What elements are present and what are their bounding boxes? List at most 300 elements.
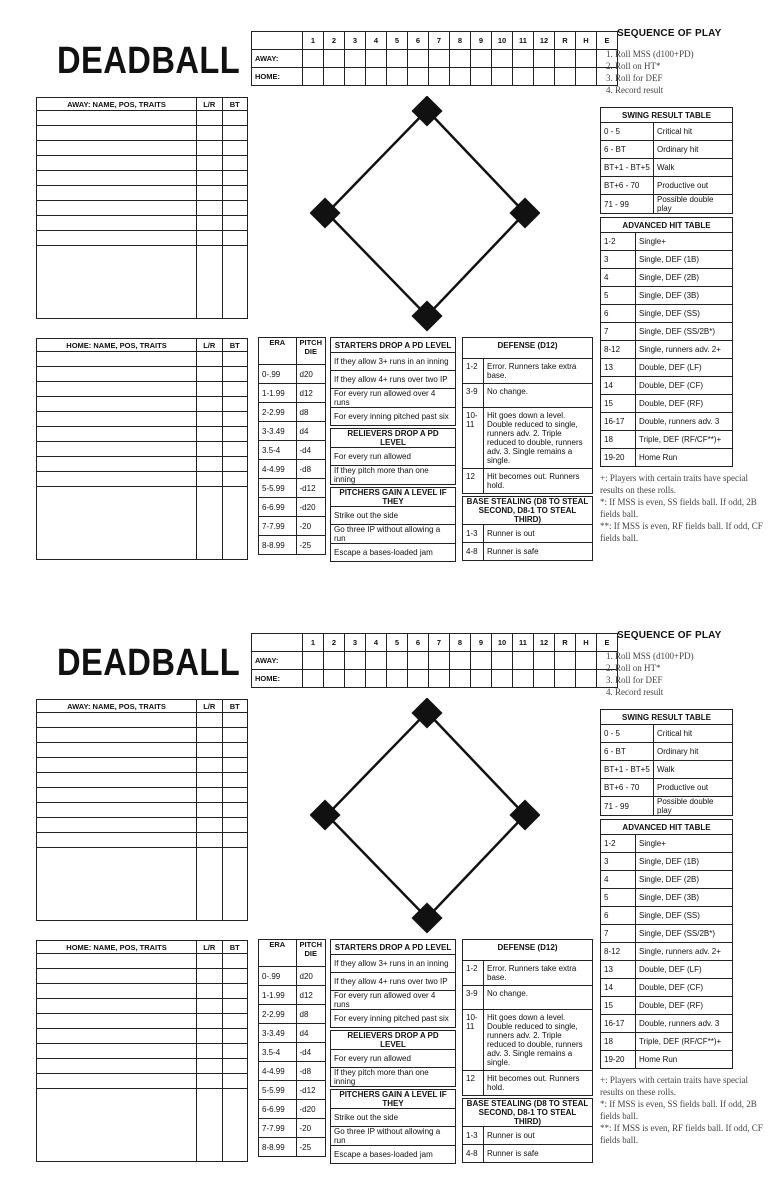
scoreboard-table [251, 31, 618, 86]
footnote: *: If MSS is even, SS fields ball. If odd, 2B fields ball. [600, 497, 757, 519]
roll-cell: 6 - BT [601, 141, 654, 159]
table-row [601, 359, 733, 377]
result-cell: Double, DEF (RF) [636, 997, 733, 1015]
bt-cell [222, 427, 248, 442]
lr-cell [197, 487, 222, 560]
swing-table-title: SWING RESULT TABLE [601, 710, 733, 725]
table-row [601, 377, 733, 395]
table-row [601, 997, 733, 1015]
bt-cell [222, 818, 248, 833]
roll-cell: 1-2 [463, 359, 484, 384]
player-name-cell [37, 457, 197, 472]
result-cell: d12 [296, 384, 326, 403]
player-name-cell [37, 472, 197, 487]
score-cell [555, 68, 576, 86]
lr-cell [197, 442, 222, 457]
scoreboard-column-header: 10 [492, 634, 513, 652]
table-row [331, 1127, 456, 1146]
away-bt-header: BT [222, 700, 248, 713]
scoreboard-column-header: 3 [345, 634, 366, 652]
result-cell: -d12 [296, 479, 326, 498]
player-name-cell [37, 999, 197, 1014]
home-bt-header: BT [222, 941, 248, 954]
lr-cell [197, 773, 222, 788]
roll-cell: 14 [601, 979, 636, 997]
result-cell: d8 [296, 1005, 326, 1024]
table-row [601, 323, 733, 341]
table-row [601, 141, 733, 159]
roster-row [37, 1044, 248, 1059]
sequence-step: 3. Roll for DEF [606, 73, 663, 83]
player-name-cell [37, 984, 197, 999]
table-row [601, 269, 733, 287]
result-cell: d20 [296, 365, 326, 384]
bt-cell [222, 1014, 248, 1029]
gain-title: PITCHERS GAIN A LEVEL IF THEY [331, 1090, 456, 1109]
score-cell [576, 50, 597, 68]
result-cell: Critical hit [654, 725, 733, 743]
roll-cell: 4-8 [463, 1145, 484, 1163]
table-row [601, 853, 733, 871]
roll-cell: 13 [601, 961, 636, 979]
scoreboard-column-header: 11 [513, 32, 534, 50]
roster-bench-row [37, 848, 248, 921]
relievers-title: RELIEVERS DROP A PD LEVEL [331, 429, 456, 448]
rule-cell: Escape a bases-loaded jam [331, 544, 456, 562]
scoreboard-column-header: 8 [450, 32, 471, 50]
bt-cell [222, 1029, 248, 1044]
lr-cell [197, 246, 222, 319]
home-roster-table [36, 940, 248, 1162]
scoreboard-column-header: 2 [324, 634, 345, 652]
score-cell [450, 50, 471, 68]
roster-row [37, 141, 248, 156]
defense-table [462, 939, 593, 1096]
player-name-cell [37, 833, 197, 848]
roll-cell: 3.5-4 [259, 441, 297, 460]
bt-cell [222, 186, 248, 201]
player-name-cell [37, 186, 197, 201]
score-cell [324, 68, 345, 86]
scoreboard-column-header: R [555, 634, 576, 652]
roll-cell: 4 [601, 871, 636, 889]
roster-row [37, 472, 248, 487]
bt-cell [222, 487, 248, 560]
lr-cell [197, 954, 222, 969]
score-cell [492, 68, 513, 86]
bt-cell [222, 216, 248, 231]
roll-cell: 4-4.99 [259, 460, 297, 479]
result-cell: Productive out [654, 779, 733, 797]
roster-row [37, 788, 248, 803]
rule-cell: If they allow 4+ runs over two IP [331, 973, 456, 991]
roster-row [37, 216, 248, 231]
table-row [463, 986, 593, 1010]
roll-cell: 8-12 [601, 341, 636, 359]
score-cell [324, 50, 345, 68]
scoreboard-column-header: R [555, 32, 576, 50]
roll-cell: 8-12 [601, 943, 636, 961]
roster-row [37, 969, 248, 984]
roll-cell: 6 [601, 305, 636, 323]
home-roster-table [36, 338, 248, 560]
result-cell: Double, runners adv. 3 [636, 413, 733, 431]
table-row [601, 395, 733, 413]
result-cell: -d20 [296, 1100, 326, 1119]
table-row [259, 1005, 326, 1024]
roster-row [37, 984, 248, 999]
table-row [331, 507, 456, 525]
roster-row [37, 201, 248, 216]
score-cell [345, 68, 366, 86]
player-name-cell [37, 231, 197, 246]
lr-cell [197, 848, 222, 921]
table-row [259, 967, 326, 986]
player-name-cell [37, 442, 197, 457]
stealing-table [462, 496, 593, 561]
roll-cell: 7 [601, 323, 636, 341]
player-name-cell [37, 773, 197, 788]
table-row [601, 123, 733, 141]
away-roster-header: AWAY: NAME, POS, TRAITS [37, 700, 197, 713]
roll-cell: 6-6.99 [259, 1100, 297, 1119]
result-cell: Single, DEF (3B) [636, 287, 733, 305]
table-row [331, 353, 456, 371]
result-cell: Double, DEF (RF) [636, 395, 733, 413]
table-row [463, 408, 593, 469]
result-cell: -d20 [296, 498, 326, 517]
roll-cell: 12 [463, 469, 484, 494]
lr-cell [197, 728, 222, 743]
table-row [331, 466, 456, 485]
scoreboard-column-header [252, 32, 303, 50]
roll-cell: 71 - 99 [601, 195, 654, 214]
player-name-cell [37, 126, 197, 141]
sequence-step: 4. Record result [606, 687, 664, 697]
table-row [601, 889, 733, 907]
player-name-cell [37, 397, 197, 412]
sequence-step: 1. Roll MSS (d100+PD) [606, 651, 694, 661]
scoreboard-table [251, 633, 618, 688]
footnote: **: If MSS is even, RF fields ball. If odd, CF fields ball. [600, 1123, 763, 1145]
lr-cell [197, 713, 222, 728]
result-cell: Productive out [654, 177, 733, 195]
bt-cell [222, 442, 248, 457]
table-row [259, 1043, 326, 1062]
player-name-cell [37, 141, 197, 156]
score-cell [555, 50, 576, 68]
result-cell: Single, runners adv. 2+ [636, 943, 733, 961]
bt-cell [222, 397, 248, 412]
starters-title: STARTERS DROP A PD LEVEL [331, 940, 456, 955]
stealing-table [462, 1098, 593, 1163]
table-row [331, 955, 456, 973]
roll-cell: 1-2 [601, 233, 636, 251]
scoreboard-column-header: 11 [513, 634, 534, 652]
away-roster-table [36, 97, 248, 319]
pitcher-rules [330, 939, 456, 1164]
table-row [601, 1051, 733, 1069]
result-cell: Single, DEF (SS/2B*) [636, 925, 733, 943]
roster-row [37, 1029, 248, 1044]
roll-cell: 8-8.99 [259, 1138, 297, 1157]
table-row [601, 233, 733, 251]
score-cell [450, 670, 471, 688]
lr-cell [197, 397, 222, 412]
sheet-title: DEADBALL [57, 642, 241, 684]
lr-cell [197, 969, 222, 984]
roll-cell: 5 [601, 287, 636, 305]
bench-cell [37, 246, 197, 319]
table-row [601, 979, 733, 997]
table-row [259, 1100, 326, 1119]
lr-cell [197, 231, 222, 246]
gain-title: PITCHERS GAIN A LEVEL IF THEY [331, 488, 456, 507]
table-row [259, 517, 326, 536]
roll-cell: 1-2 [463, 961, 484, 986]
lr-cell [197, 156, 222, 171]
score-cell [387, 50, 408, 68]
scoreboard-column-header: 9 [471, 634, 492, 652]
player-name-cell [37, 743, 197, 758]
table-row [259, 441, 326, 460]
bt-cell [222, 833, 248, 848]
scoreboard-away-row [252, 50, 618, 68]
gain-table [330, 1089, 456, 1164]
scoreboard-column-header: 4 [366, 32, 387, 50]
table-row [259, 1062, 326, 1081]
sequence-list [606, 650, 694, 698]
bt-cell [222, 352, 248, 367]
pitcher-rules [330, 337, 456, 562]
result-cell: Hit becomes out. Runners hold. [484, 469, 593, 494]
roll-cell: 16-17 [601, 413, 636, 431]
score-cell [492, 652, 513, 670]
rule-cell: For every inning pitched past six [331, 408, 456, 426]
scoreboard-column-header: 5 [387, 634, 408, 652]
result-cell: Single, DEF (1B) [636, 251, 733, 269]
scoreboard-home-row [252, 670, 618, 688]
lr-cell [197, 216, 222, 231]
table-row [601, 907, 733, 925]
result-cell: -d8 [296, 460, 326, 479]
home-roster-header: HOME: NAME, POS, TRAITS [37, 339, 197, 352]
player-name-cell [37, 382, 197, 397]
roster-row [37, 111, 248, 126]
roll-cell: 3-3.49 [259, 1024, 297, 1043]
score-cell [576, 670, 597, 688]
away-roster-table [36, 699, 248, 921]
score-cell [450, 652, 471, 670]
score-cell [429, 670, 450, 688]
score-cell [324, 652, 345, 670]
player-name-cell [37, 1014, 197, 1029]
stealing-title: BASE STEALING (D8 TO STEAL SECOND, D8-1 TO STEAL THIRD) [463, 497, 593, 525]
scoreboard-team-label: AWAY: [252, 652, 303, 670]
score-cell [408, 670, 429, 688]
result-cell: Ordinary hit [654, 141, 733, 159]
score-cell [534, 670, 555, 688]
roster-row [37, 427, 248, 442]
score-cell [408, 50, 429, 68]
score-cell [555, 670, 576, 688]
result-cell: Possible double play [654, 195, 733, 214]
rule-cell: For every inning pitched past six [331, 1010, 456, 1028]
lr-cell [197, 803, 222, 818]
result-cell: Single, DEF (2B) [636, 269, 733, 287]
table-row [601, 1033, 733, 1051]
scoreboard-column-header: 7 [429, 634, 450, 652]
sequence-step: 4. Record result [606, 85, 664, 95]
roll-cell: 7 [601, 925, 636, 943]
roll-cell: 18 [601, 431, 636, 449]
away-lr-header: L/R [197, 98, 222, 111]
score-cell [408, 652, 429, 670]
rule-cell: For every run allowed [331, 1050, 456, 1068]
score-cell [450, 68, 471, 86]
roster-row [37, 713, 248, 728]
lr-cell [197, 1029, 222, 1044]
result-cell: -d12 [296, 1081, 326, 1100]
result-cell: Single, DEF (3B) [636, 889, 733, 907]
table-row [463, 525, 593, 543]
result-cell: Hit goes down a level. Double reduced to single, runners adv. 2. Triple reduced to double, runners adv. 3. Single remains a single. [484, 1010, 593, 1071]
score-cell [534, 68, 555, 86]
score-cell [345, 50, 366, 68]
scoreboard-header-row [252, 634, 618, 652]
roll-cell: 7-7.99 [259, 1119, 297, 1138]
roll-cell: 19-20 [601, 1051, 636, 1069]
lr-cell [197, 412, 222, 427]
score-cell [471, 652, 492, 670]
lr-cell [197, 171, 222, 186]
table-row [331, 448, 456, 466]
scoreboard-column-header: 12 [534, 634, 555, 652]
result-cell: Double, DEF (CF) [636, 377, 733, 395]
table-row [259, 479, 326, 498]
score-cell [366, 652, 387, 670]
score-cell [492, 50, 513, 68]
roll-cell: 5-5.99 [259, 1081, 297, 1100]
table-row [331, 1068, 456, 1087]
result-cell: Single, DEF (SS) [636, 907, 733, 925]
roll-cell: BT+6 - 70 [601, 177, 654, 195]
table-row [259, 1081, 326, 1100]
player-name-cell [37, 171, 197, 186]
table-row [463, 543, 593, 561]
lr-cell [197, 141, 222, 156]
result-cell: No change. [484, 384, 593, 408]
score-cell [387, 68, 408, 86]
rule-cell: Go three IP without allowing a run [331, 1127, 456, 1146]
scoreboard-column-header: E [597, 32, 618, 50]
roster-row [37, 833, 248, 848]
result-cell: Single+ [636, 233, 733, 251]
bt-cell [222, 728, 248, 743]
footnote: +: Players with certain traits have special results on these rolls. [600, 473, 749, 495]
defense-title: DEFENSE (D12) [463, 940, 593, 961]
lr-cell [197, 126, 222, 141]
bt-cell [222, 457, 248, 472]
score-cell [345, 652, 366, 670]
rule-cell: For every run allowed [331, 448, 456, 466]
result-cell: -d4 [296, 441, 326, 460]
lr-cell [197, 999, 222, 1014]
player-name-cell [37, 818, 197, 833]
player-name-cell [37, 803, 197, 818]
result-cell: Error. Runners take extra base. [484, 359, 593, 384]
roster-row [37, 1074, 248, 1089]
lr-cell [197, 472, 222, 487]
result-cell: Walk [654, 761, 733, 779]
result-cell: d20 [296, 967, 326, 986]
swing-table-title: SWING RESULT TABLE [601, 108, 733, 123]
scoreboard-column-header: H [576, 32, 597, 50]
lr-cell [197, 382, 222, 397]
score-cell [513, 68, 534, 86]
player-name-cell [37, 111, 197, 126]
home-bt-header: BT [222, 339, 248, 352]
pitch-die-header: PITCH DIE [296, 940, 326, 967]
rule-cell: Strike out the side [331, 507, 456, 525]
player-name-cell [37, 758, 197, 773]
player-name-cell [37, 156, 197, 171]
result-cell: d4 [296, 1024, 326, 1043]
defense-table [462, 337, 593, 494]
result-cell: Critical hit [654, 123, 733, 141]
bt-cell [222, 171, 248, 186]
player-name-cell [37, 201, 197, 216]
table-row [463, 1010, 593, 1071]
player-name-cell [37, 367, 197, 382]
table-row [463, 961, 593, 986]
scoreboard-column-header: 10 [492, 32, 513, 50]
table-row [463, 1145, 593, 1163]
result-cell: Single, DEF (1B) [636, 853, 733, 871]
era-header: ERA [259, 338, 297, 365]
roster-bench-row [37, 246, 248, 319]
sequence-step: 2. Roll on HT* [606, 663, 661, 673]
result-cell: -20 [296, 1119, 326, 1138]
bt-cell [222, 1044, 248, 1059]
table-row [601, 779, 733, 797]
roll-cell: 5-5.99 [259, 479, 297, 498]
roster-row [37, 126, 248, 141]
table-row [463, 1071, 593, 1096]
scoreboard-column-header: 6 [408, 32, 429, 50]
bt-cell [222, 969, 248, 984]
roll-cell: 1-1.99 [259, 384, 297, 403]
player-name-cell [37, 788, 197, 803]
table-row [601, 413, 733, 431]
roster-row [37, 171, 248, 186]
result-cell: -d4 [296, 1043, 326, 1062]
player-name-cell [37, 1059, 197, 1074]
score-cell [366, 670, 387, 688]
lr-cell [197, 743, 222, 758]
table-row [331, 1109, 456, 1127]
result-cell: Triple, DEF (RF/CF**)+ [636, 431, 733, 449]
table-row [331, 1146, 456, 1164]
score-cell [345, 670, 366, 688]
score-cell [408, 68, 429, 86]
table-row [331, 389, 456, 408]
bt-cell [222, 773, 248, 788]
bench-cell [37, 487, 197, 560]
roll-cell: 3.5-4 [259, 1043, 297, 1062]
score-cell [471, 68, 492, 86]
scoreboard-column-header: E [597, 634, 618, 652]
